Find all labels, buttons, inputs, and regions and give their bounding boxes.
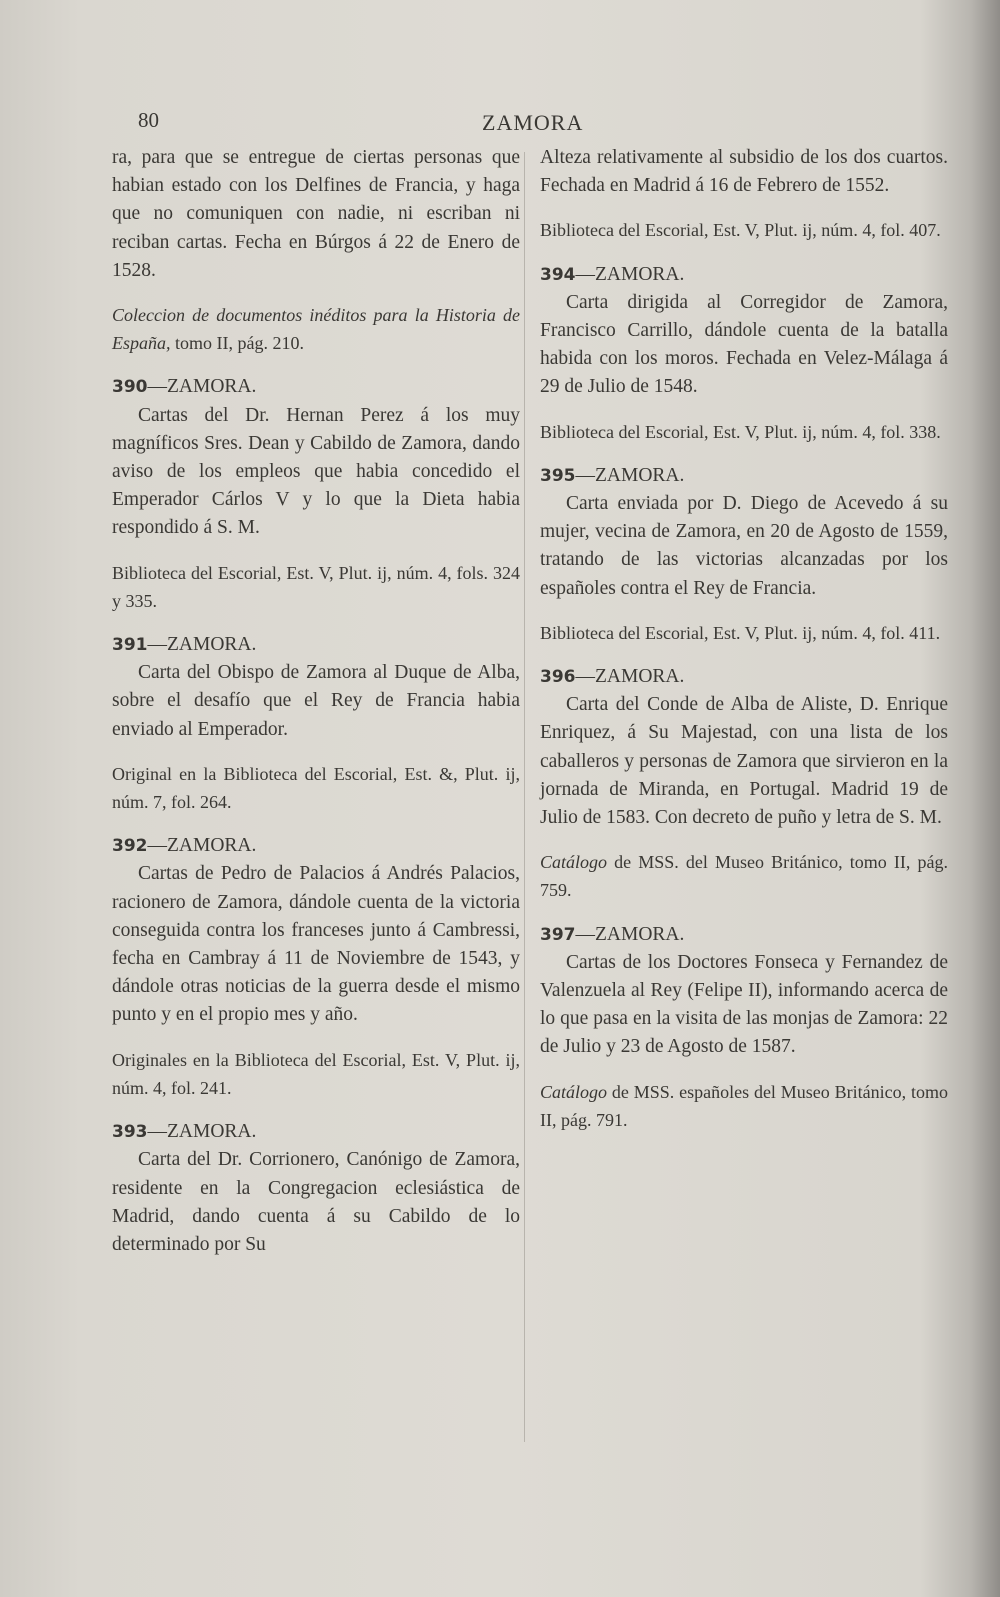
entry-source: Biblioteca del Escorial, Est. V, Plut. ij, núm. 4, fols. 324 y 335. [112,562,520,611]
source-detail: tomo II, pág. 210. [170,333,304,354]
right-column [540,144,948,1150]
entry-source: Original en la Biblioteca del Escorial, Est. &, Plut. ij, núm. 7, fol. 264. [112,763,520,813]
continuation-text: Alteza relativamente al subsidio de los dos cuartos. Fechada en Madrid á 16 de Febrero de 1552. [540,147,948,197]
entry-place: —ZAMORA. [575,263,685,285]
entry-source [540,848,948,904]
entry-place: —ZAMORA. [575,923,685,945]
entry-place: —ZAMORA. [147,634,257,656]
source-title: Catálogo [540,1081,608,1102]
entry-body: Carta del Conde de Alba de Aliste, D. Enrique Enriquez, á Su Majestad, con una lista de los caballeros y personas de Zamora que sirvieron en la jornada de Miranda, en Portugal. Madrid 19 de Julio de 1583. Con decreto de puño y letra de S. M. [540,694,948,829]
entry-heading [112,1118,520,1146]
entry-heading [540,921,948,949]
entry-number: 393 [112,1122,148,1143]
entry-source [112,301,520,357]
entry-place: —ZAMORA. [147,835,257,857]
entry-body: Carta del Obispo de Zamora al Duque de Alba, sobre el desafío que el Rey de Francia habia enviado al Emperador. [112,662,520,740]
entry-body: Cartas del Dr. Hernan Perez á los muy magníficos Sres. Dean y Cabildo de Zamora, dando aviso de los empleos que habia concedido el Emperador Cárlos V y lo que la Dieta habia respondido á S. M. [112,404,520,539]
entry-place: —ZAMORA. [575,464,685,486]
entry-number: 396 [540,667,576,688]
entry-heading [540,663,948,691]
running-head: ZAMORA [482,110,584,135]
entry-number: 394 [540,264,576,285]
entry-body: Carta dirigida al Corregidor de Zamora, Francisco Carrillo, dándole cuenta de la batalla habida con los moros. Fechada en Velez-Málaga á 29 de Julio de 1548. [540,291,948,398]
entry-body: Cartas de los Doctores Fonseca y Fernandez de Valenzuela al Rey (Felipe II), informando acerca de lo que pasa en la visita de las monjas de Zamora: 22 de Julio y 23 de Agosto de 1587. [540,951,948,1058]
entry-source: Biblioteca del Escorial, Est. V, Plut. ij, núm. 4, fol. 411. [540,622,941,643]
entry-heading [112,832,520,860]
entry-body: Carta enviada por D. Diego de Acevedo á su mujer, vecina de Zamora, en 20 de Agosto de 1559, tratando de las victorias alcanzadas por los españoles contra el Rey de Francia. [540,493,948,599]
column-divider [524,152,525,1442]
entry-heading [112,373,520,401]
entry-source: Biblioteca del Escorial, Est. V, Plut. ij, núm. 4, fol. 338. [540,421,941,442]
entry-number: 395 [540,465,576,486]
entry-place: —ZAMORA. [147,376,257,398]
entry-source: Originales en la Biblioteca del Escorial, Est. V, Plut. ij, núm. 4, fol. 241. [112,1049,520,1098]
entry-number: 391 [112,635,148,656]
source-detail: de MSS. españoles del Museo Británico, tomo II, pág. 791. [540,1081,948,1130]
entry-source: Biblioteca del Escorial, Est. V, Plut. ij, núm. 4, fol. 407. [540,220,941,241]
entry-heading [540,261,948,289]
entry-number: 397 [540,924,576,945]
entry-source [540,1078,948,1134]
entry-place: —ZAMORA. [575,666,685,688]
source-title: Catálogo [540,852,608,873]
left-column [112,144,520,1259]
source-detail: de MSS. del Museo Británico, tomo II, pág. 759. [540,852,948,901]
entry-number: 390 [112,377,148,398]
entry-heading [540,462,948,490]
continuation-text: ra, para que se entregue de ciertas personas que habian estado con los Delfines de Francia, y haga que no comuniquen con nadie, ni escriban ni reciban cartas. Fecha en Búrgos á 22 de Enero de 1528. [112,147,520,281]
entry-body: Cartas de Pedro de Palacios á Andrés Palacios, racionero de Zamora, dándole cuenta de la victoria conseguida contra los franceses junto á Cambressi, fecha en Cambray á 11 de Noviembre de 1543, y dándole otras noticias de la guerra desde el mismo punto y en el propio mes y año. [112,863,520,1026]
entry-body: Carta del Dr. Corrionero, Canónigo de Zamora, residente en la Congregacion eclesiástica de Madrid, dando cuenta á su Cabildo de lo determinado por Su [112,1149,520,1255]
entry-place: —ZAMORA. [147,1121,257,1143]
page-header [110,108,950,140]
source-title: Coleccion de documentos inéditos para la Historia de España, [112,305,520,354]
page-number: 80 [138,108,159,132]
entry-heading [112,631,520,659]
entry-number: 392 [112,836,148,857]
